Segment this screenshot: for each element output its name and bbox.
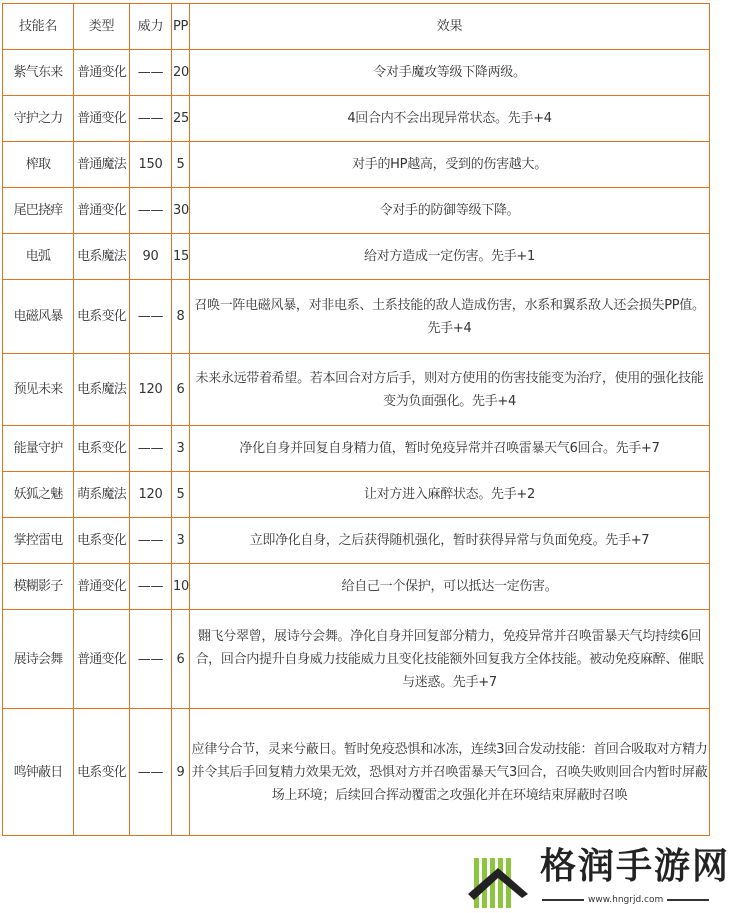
table-row [3,518,710,564]
skill-pp-cell: 30 [172,188,190,234]
skill-effect-cell: 给自己一个保护，可以抵达一定伤害。 [190,564,710,610]
skill-name-cell: 榨取 [3,142,74,188]
table-row [3,426,710,472]
watermark-logo [468,842,730,913]
table-row [3,709,710,836]
skill-name-cell: 掌控雷电 [3,518,74,564]
skill-type-cell: 普通变化 [74,188,130,234]
skill-effect-cell: 未来永远带着希望。若本回合对方后手，则对方使用的伤害技能变为治疗，使用的强化技能变为负面强化。先手+4 [190,354,710,426]
skill-power-cell: 120 [130,472,172,518]
table-row [3,188,710,234]
skill-name-cell: 电磁风暴 [3,280,74,354]
table-row [3,234,710,280]
skill-type-cell: 电系魔法 [74,354,130,426]
table-row [3,280,710,354]
skill-effect-cell: 令对手的防御等级下降。 [190,188,710,234]
table-row [3,610,710,709]
skill-power-cell: 90 [130,234,172,280]
skill-type-cell: 普通变化 [74,96,130,142]
skill-type-cell: 萌系魔法 [74,472,130,518]
skill-name-cell: 预见未来 [3,354,74,426]
table-row [3,142,710,188]
skill-power-cell: —— [130,50,172,96]
skill-power-cell: 150 [130,142,172,188]
table-row [3,96,710,142]
skill-type-cell: 电系魔法 [74,234,130,280]
skill-pp-cell: 3 [172,426,190,472]
header-row [3,4,710,50]
skill-power-cell: —— [130,188,172,234]
table-row [3,50,710,96]
skill-pp-cell: 6 [172,354,190,426]
skill-power-cell: —— [130,96,172,142]
skill-type-cell: 电系变化 [74,426,130,472]
skill-name-cell: 模糊影子 [3,564,74,610]
skill-name-cell: 鸣钟蔽日 [3,709,74,836]
skill-power-cell: —— [130,564,172,610]
house-logo-icon [468,854,528,910]
watermark-text: 格润手游网 [540,846,730,887]
skill-pp-cell: 20 [172,50,190,96]
skill-type-cell: 电系变化 [74,280,130,354]
skill-type-cell: 电系变化 [74,709,130,836]
header-pp: PP [172,4,190,50]
skill-name-cell: 能量守护 [3,426,74,472]
skill-effect-cell: 翾飞兮翠曾，展诗兮会舞。净化自身并回复部分精力，免疫异常并召唤雷暴天气均持续6回合，回合内提升自身威力技能威力且变化技能额外回复我方全体技能。被动免疫麻醉、催眠与迷惑。先手+7 [190,610,710,709]
skill-pp-cell: 5 [172,142,190,188]
skill-type-cell: 电系变化 [74,518,130,564]
skill-name-cell: 紫气东来 [3,50,74,96]
header-skill-name: 技能名 [3,4,74,50]
skill-pp-cell: 10 [172,564,190,610]
skill-type-cell: 普通变化 [74,50,130,96]
skill-power-cell: —— [130,280,172,354]
skill-type-cell: 普通变化 [74,610,130,709]
skill-name-cell: 电弧 [3,234,74,280]
skill-effect-cell: 召唤一阵电磁风暴，对非电系、土系技能的敌人造成伤害，水系和翼系敌人还会损失PP值。先手+4 [190,280,710,354]
skill-pp-cell: 6 [172,610,190,709]
skill-pp-cell: 8 [172,280,190,354]
skill-effect-cell: 应律兮合节，灵来兮蔽日。暂时免疫恐惧和冰冻，连续3回合发动技能：首回合吸取对方精力并令其后手回复精力效果无效，恐惧对方并召唤雷暴天气3回合，召唤失败则回合内暂时屏蔽场上环境；后续回合挥动覆雷之攻强化并在环境结束屏蔽时召唤 [190,709,710,836]
skills-table-body [3,50,710,836]
skill-power-cell: —— [130,610,172,709]
skill-power-cell: —— [130,518,172,564]
skill-effect-cell: 净化自身并回复自身精力值，暂时免疫异常并召唤雷暴天气6回合。先手+7 [190,426,710,472]
skill-effect-cell: 令对手魔攻等级下降两级。 [190,50,710,96]
skill-effect-cell: 给对方造成一定伤害。先手+1 [190,234,710,280]
skill-pp-cell: 9 [172,709,190,836]
header-power: 威力 [130,4,172,50]
header-type: 类型 [74,4,130,50]
table-row [3,472,710,518]
skill-pp-cell: 15 [172,234,190,280]
skill-pp-cell: 25 [172,96,190,142]
skill-effect-cell: 4回合内不会出现异常状态。先手+4 [190,96,710,142]
skill-effect-cell: 对手的HP越高，受到的伤害越大。 [190,142,710,188]
skill-power-cell: —— [130,426,172,472]
table-row [3,564,710,610]
header-effect: 效果 [190,4,710,50]
skill-effect-cell: 让对方进入麻醉状态。先手+2 [190,472,710,518]
skill-power-cell: —— [130,709,172,836]
skill-name-cell: 妖狐之魅 [3,472,74,518]
skill-pp-cell: 3 [172,518,190,564]
skill-type-cell: 普通魔法 [74,142,130,188]
skill-pp-cell: 5 [172,472,190,518]
table-row [3,354,710,426]
skill-type-cell: 普通变化 [74,564,130,610]
skill-name-cell: 尾巴挠痒 [3,188,74,234]
skills-table [2,3,710,836]
skill-power-cell: 120 [130,354,172,426]
watermark-url: www.hngrjd.com [538,894,708,906]
skill-name-cell: 展诗会舞 [3,610,74,709]
skill-name-cell: 守护之力 [3,96,74,142]
skill-effect-cell: 立即净化自身，之后获得随机强化，暂时获得异常与负面免疫。先手+7 [190,518,710,564]
